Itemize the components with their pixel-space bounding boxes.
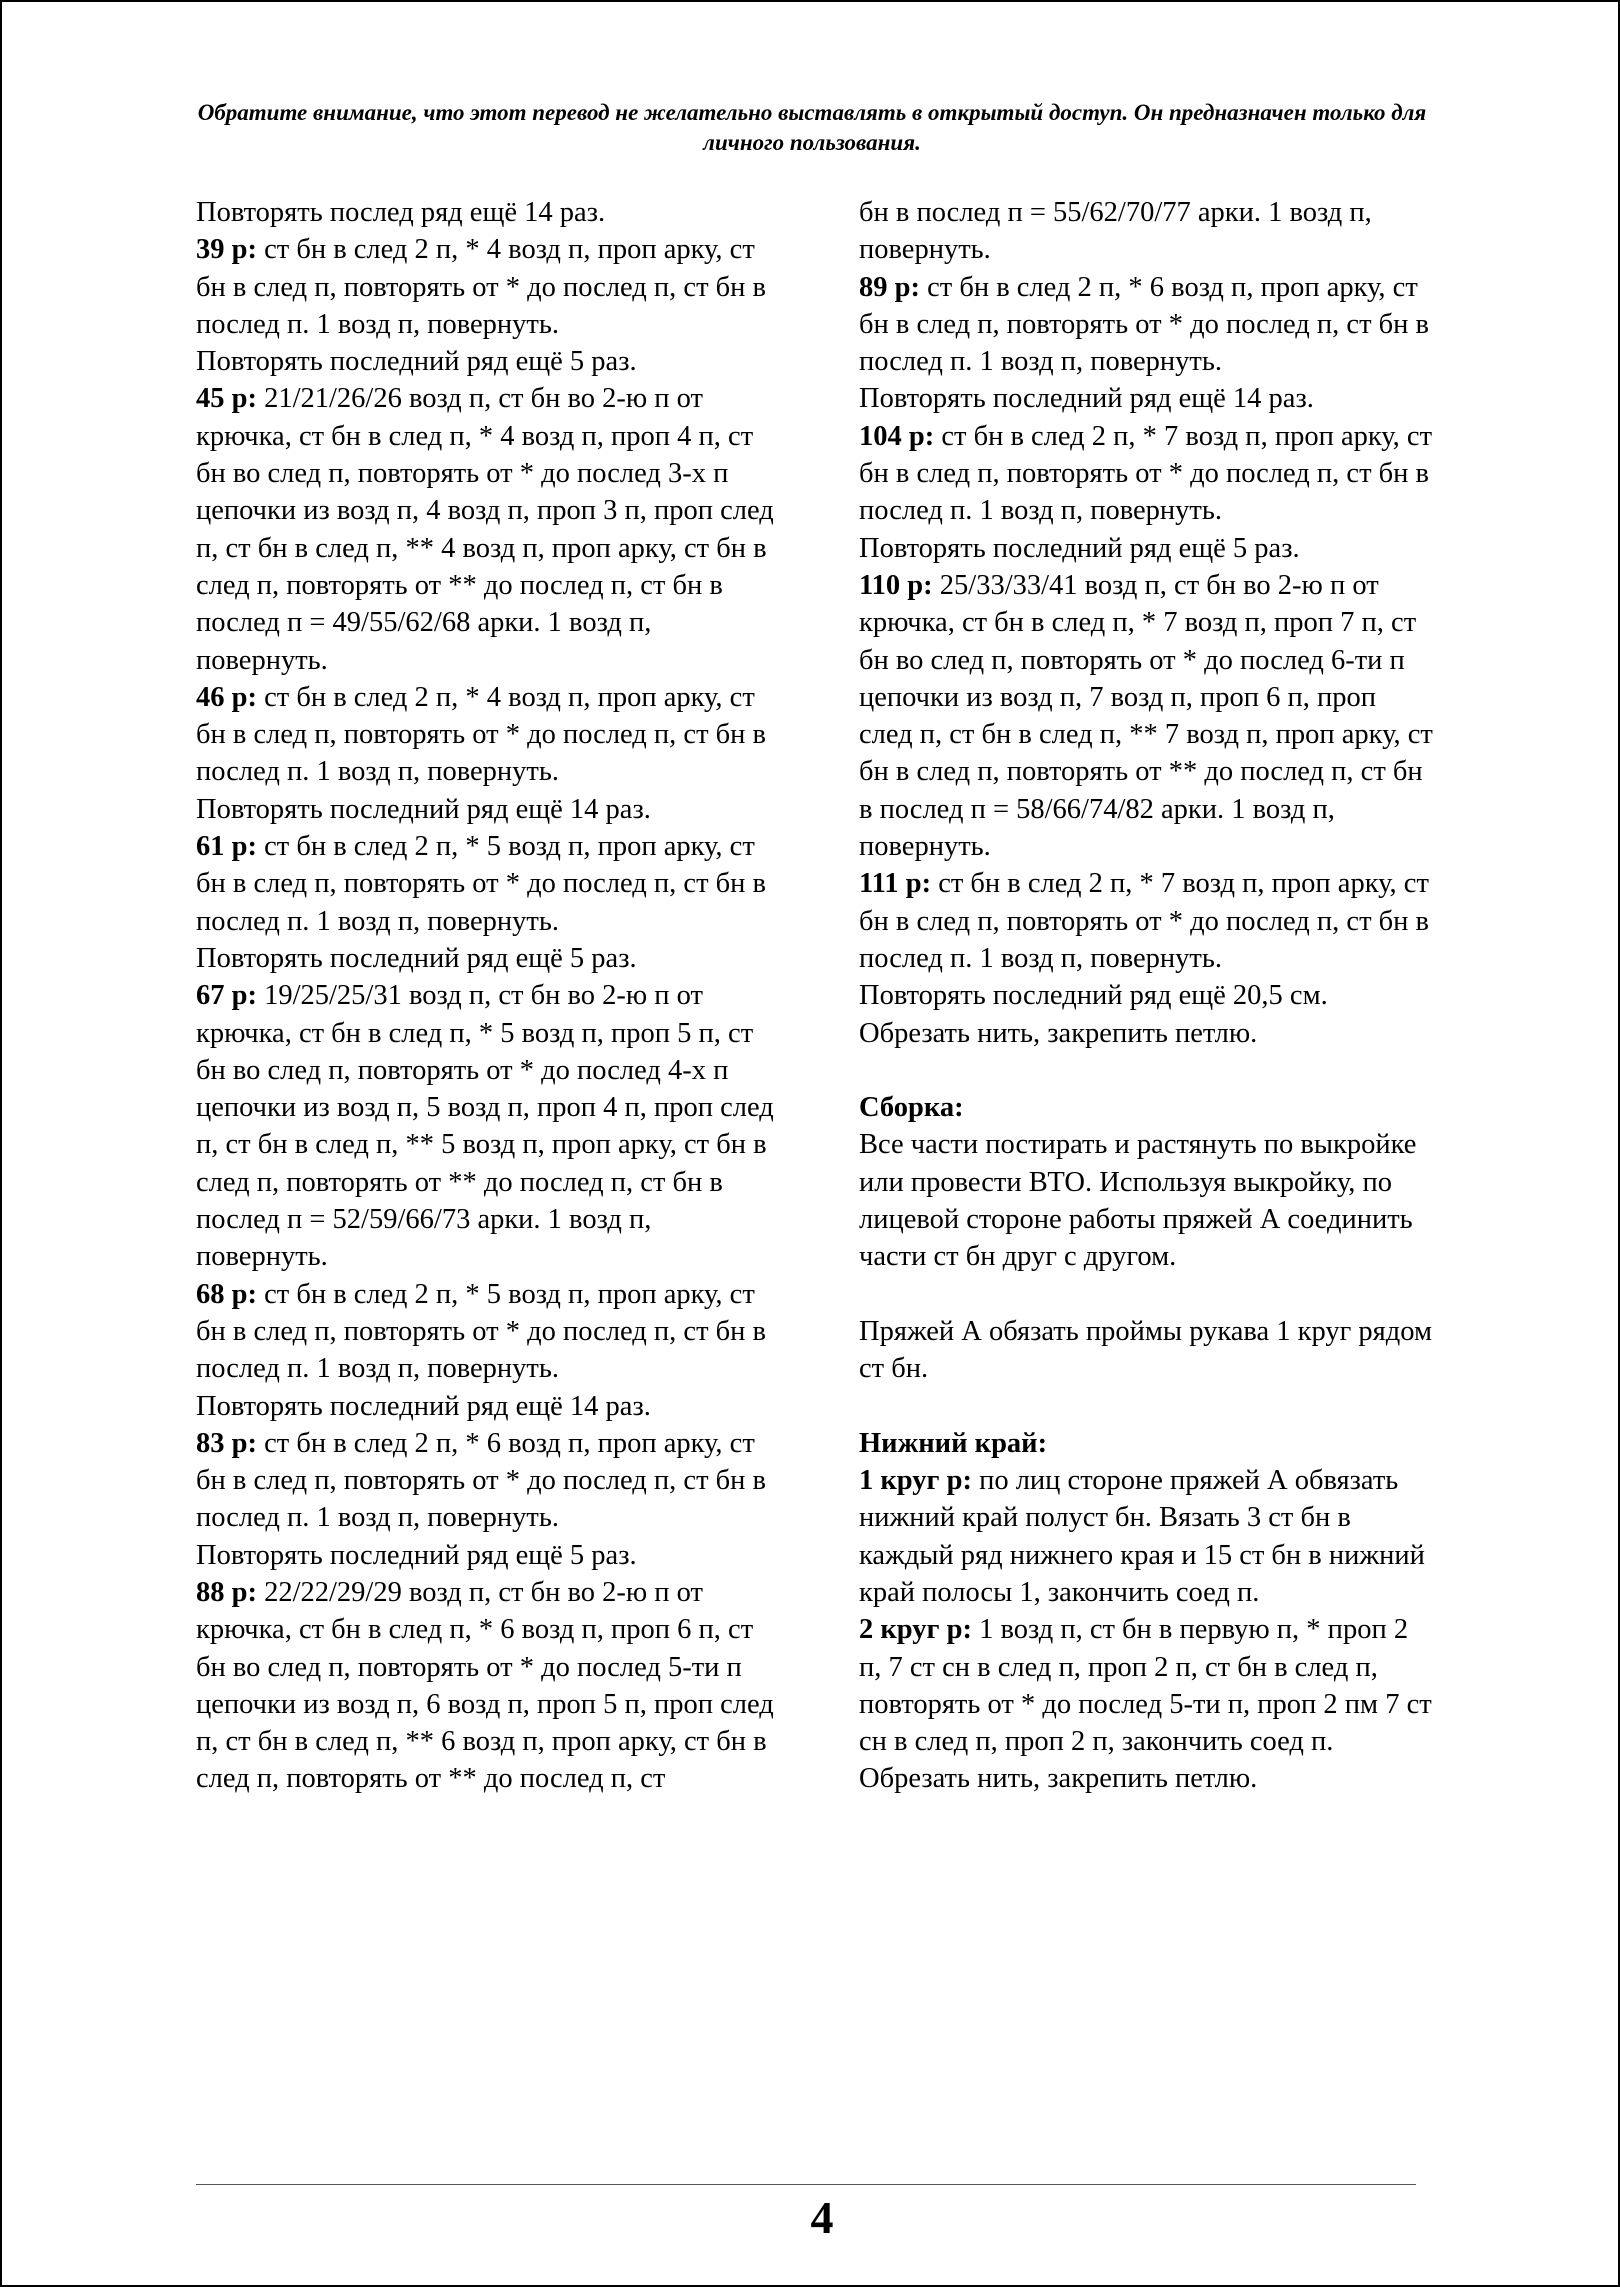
instruction-paragraph (859, 977, 1434, 1052)
instruction-paragraph (196, 1574, 776, 1798)
instruction-text: ст бн в след 2 п, * 4 возд п, проп арку, ст бн в след п, повторять от * до послед п, ст бн в послед п. 1 возд п, повернуть. (196, 234, 766, 340)
instruction-paragraph (196, 679, 776, 791)
instruction-text: ст бн в след 2 п, * 5 возд п, проп арку, ст бн в след п, повторять от * до послед п, ст бн в послед п. 1 возд п, повернуть. (196, 831, 766, 937)
instruction-text: Повторять последний ряд ещё 5 раз. (196, 346, 637, 378)
instruction-paragraph (196, 231, 776, 343)
row-number-label: 110 р: (859, 569, 933, 601)
instruction-paragraph (196, 1276, 776, 1388)
row-number-label: 1 круг р: (859, 1465, 972, 1497)
page-number: 4 (810, 2192, 834, 2243)
row-number-label: 67 р: (196, 980, 257, 1012)
instruction-paragraph (196, 940, 776, 977)
instruction-text: ст бн в след 2 п, * 6 возд п, проп арку, ст бн в след п, повторять от * до послед п, ст бн в послед п. 1 возд п, повернуть. (859, 271, 1429, 378)
section-heading: Сборка: (859, 1092, 964, 1124)
instruction-text: 22/22/29/29 возд п, ст бн во 2-ю п от крючка, ст бн в след п, * 6 возд п, проп 6 п, ст бн во след п, повторять от * до послед 5-ти п цепочки из возд п, 6 возд п, проп 5 п, проп след п, ст бн в след п, ** 6 возд п, проп арку, ст бн в след п, повторять от ** до послед п, ст (196, 1576, 774, 1795)
row-number-label: 68 р: (196, 1278, 257, 1310)
row-number-label: 45 р: (196, 383, 257, 415)
paragraph-spacer (859, 1276, 1434, 1313)
instruction-paragraph (859, 1462, 1434, 1611)
instruction-text: Все части постирать и растянуть по выкройке или провести ВТО. Используя выкройку, по лицевой стороне работы пряжей А соединить части ст бн друг с другом. (859, 1129, 1417, 1273)
instruction-paragraph (859, 380, 1434, 417)
instruction-text: 1 возд п, ст бн в первую п, * проп 2 п, 7 ст сн в след п, проп 2 п, ст бн в след п, повторять от * до послед 5-ти п, проп 2 пм 7 ст сн в след п, проп 2 п, закончить соед п. Обрезать нить, закрепить петлю. (859, 1614, 1432, 1795)
row-number-label: 2 круг р: (859, 1614, 972, 1646)
instruction-text: 25/33/33/41 возд п, ст бн во 2-ю п от крючка, ст бн в след п, * 7 возд п, проп 7 п, ст бн во след п, повторять от * до послед 6-ти п цепочки из возд п, 7 возд п, проп 6 п, проп след п, ст бн в след п, ** 7 возд п, проп арку, ст бн в след п, повторять от ** до послед п, ст бн в послед п = 58/66/74/82 арки. 1 возд п, повернуть. (859, 569, 1433, 863)
instruction-paragraph (196, 380, 776, 678)
instruction-paragraph (859, 194, 1434, 269)
instruction-paragraph (196, 1425, 776, 1537)
instruction-paragraph (859, 269, 1434, 381)
instruction-text: ст бн в след 2 п, * 4 возд п, проп арку, ст бн в след п, повторять от * до послед п, ст бн в послед п. 1 возд п, повернуть. (196, 681, 766, 788)
instruction-paragraph (859, 530, 1434, 567)
instruction-text: ст бн в след 2 п, * 7 возд п, проп арку, ст бн в след п, повторять от * до послед п, ст бн в послед п. 1 возд п, повернуть. (859, 420, 1433, 527)
instruction-text: ст бн в след 2 п, * 6 возд п, проп арку, ст бн в след п, повторять от * до послед п, ст бн в послед п. 1 возд п, повернуть. (196, 1427, 766, 1534)
instruction-text: Повторять последний ряд ещё 5 раз. (196, 1539, 637, 1571)
instruction-text: Повторять послед ряд ещё 14 раз. (196, 197, 606, 228)
row-number-label: 39 р: (196, 234, 257, 266)
section-heading: Нижний край: (859, 1427, 1048, 1459)
instruction-text: Повторять последний ряд ещё 14 раз. (859, 383, 1314, 415)
row-number-label: 88 р: (196, 1576, 257, 1608)
instruction-paragraph (196, 1537, 776, 1574)
instruction-text: Повторять последний ряд ещё 5 раз. (859, 532, 1300, 564)
footer-divider (196, 2184, 1416, 2185)
instruction-text: 19/25/25/31 возд п, ст бн во 2-ю п от крючка, ст бн в след п, * 5 возд п, проп 5 п, ст бн во след п, повторять от * до послед 4-х п цепочки из возд п, 5 возд п, проп 4 п, проп след п, ст бн в след п, ** 5 возд п, проп арку, ст бн в след п, повторять от ** до послед п, ст бн в послед п = 52/59/66/73 арки. 1 возд п, повернуть. (196, 980, 774, 1273)
instruction-paragraph (196, 194, 776, 231)
row-number-label: 83 р: (196, 1427, 257, 1459)
paragraph-spacer (859, 1388, 1434, 1425)
row-number-label: 46 р: (196, 681, 257, 713)
instruction-text: Повторять последний ряд ещё 20,5 см. Обрезать нить, закрепить петлю. (859, 980, 1328, 1049)
row-number-label: 61 р: (196, 831, 257, 863)
instruction-text: по лиц стороне пряжей А обвязать нижний край полуст бн. Вязать 3 ст бн в каждый ряд нижнего края и 15 ст бн в нижний край полосы 1, закончить соед п. (859, 1465, 1425, 1608)
instruction-paragraph (859, 1313, 1434, 1388)
row-number-label: 104 р: (859, 420, 935, 452)
instruction-text: бн в послед п = 55/62/70/77 арки. 1 возд п, повернуть. (859, 197, 1372, 266)
instruction-paragraph (196, 828, 776, 940)
instruction-text: Повторять последний ряд ещё 14 раз. (196, 1390, 651, 1422)
instruction-text: Повторять последний ряд ещё 14 раз. (196, 793, 651, 825)
instruction-paragraph (196, 977, 776, 1275)
left-column (196, 194, 776, 1798)
instruction-paragraph (859, 1089, 1434, 1126)
instruction-paragraph (196, 791, 776, 828)
row-number-label: 111 р: (859, 868, 932, 900)
instruction-text: 21/21/26/26 возд п, ст бн во 2-ю п от крючка, ст бн в след п, * 4 возд п, проп 4 п, ст бн во след п, повторять от * до послед 3-х п цепочки из возд п, 4 возд п, проп 3 п, проп след п, ст бн в след п, ** 4 возд п, проп арку, ст бн в след п, повторять от ** до послед п, ст бн в послед п = 49/55/62/68 арки. 1 возд п, повернуть. (196, 383, 774, 676)
instruction-text: ст бн в след 2 п, * 7 возд п, проп арку, ст бн в след п, повторять от * до послед п, ст бн в послед п. 1 возд п, повернуть. (859, 868, 1429, 974)
paragraph-spacer (859, 1052, 1434, 1089)
instruction-text: ст бн в след 2 п, * 5 возд п, проп арку, ст бн в след п, повторять от * до послед п, ст бн в послед п. 1 возд п, повернуть. (196, 1278, 766, 1385)
instruction-paragraph (196, 1388, 776, 1425)
row-number-label: 89 р: (859, 271, 920, 303)
instruction-paragraph (859, 1425, 1434, 1462)
instruction-paragraph (859, 1126, 1434, 1275)
instruction-paragraph (859, 567, 1434, 865)
instruction-paragraph (859, 1611, 1434, 1797)
instruction-text: Пряжей А обязать проймы рукава 1 круг рядом ст бн. (859, 1315, 1433, 1385)
instruction-text: Повторять последний ряд ещё 5 раз. (196, 942, 637, 974)
translation-notice: Обратите внимание, что этот перевод не желательно выставлять в открытый доступ. Он предназначен только для личного пользования. (197, 100, 1427, 155)
instruction-paragraph (859, 865, 1434, 977)
instruction-paragraph (859, 418, 1434, 530)
right-column (859, 194, 1434, 1798)
instruction-paragraph (196, 343, 776, 380)
